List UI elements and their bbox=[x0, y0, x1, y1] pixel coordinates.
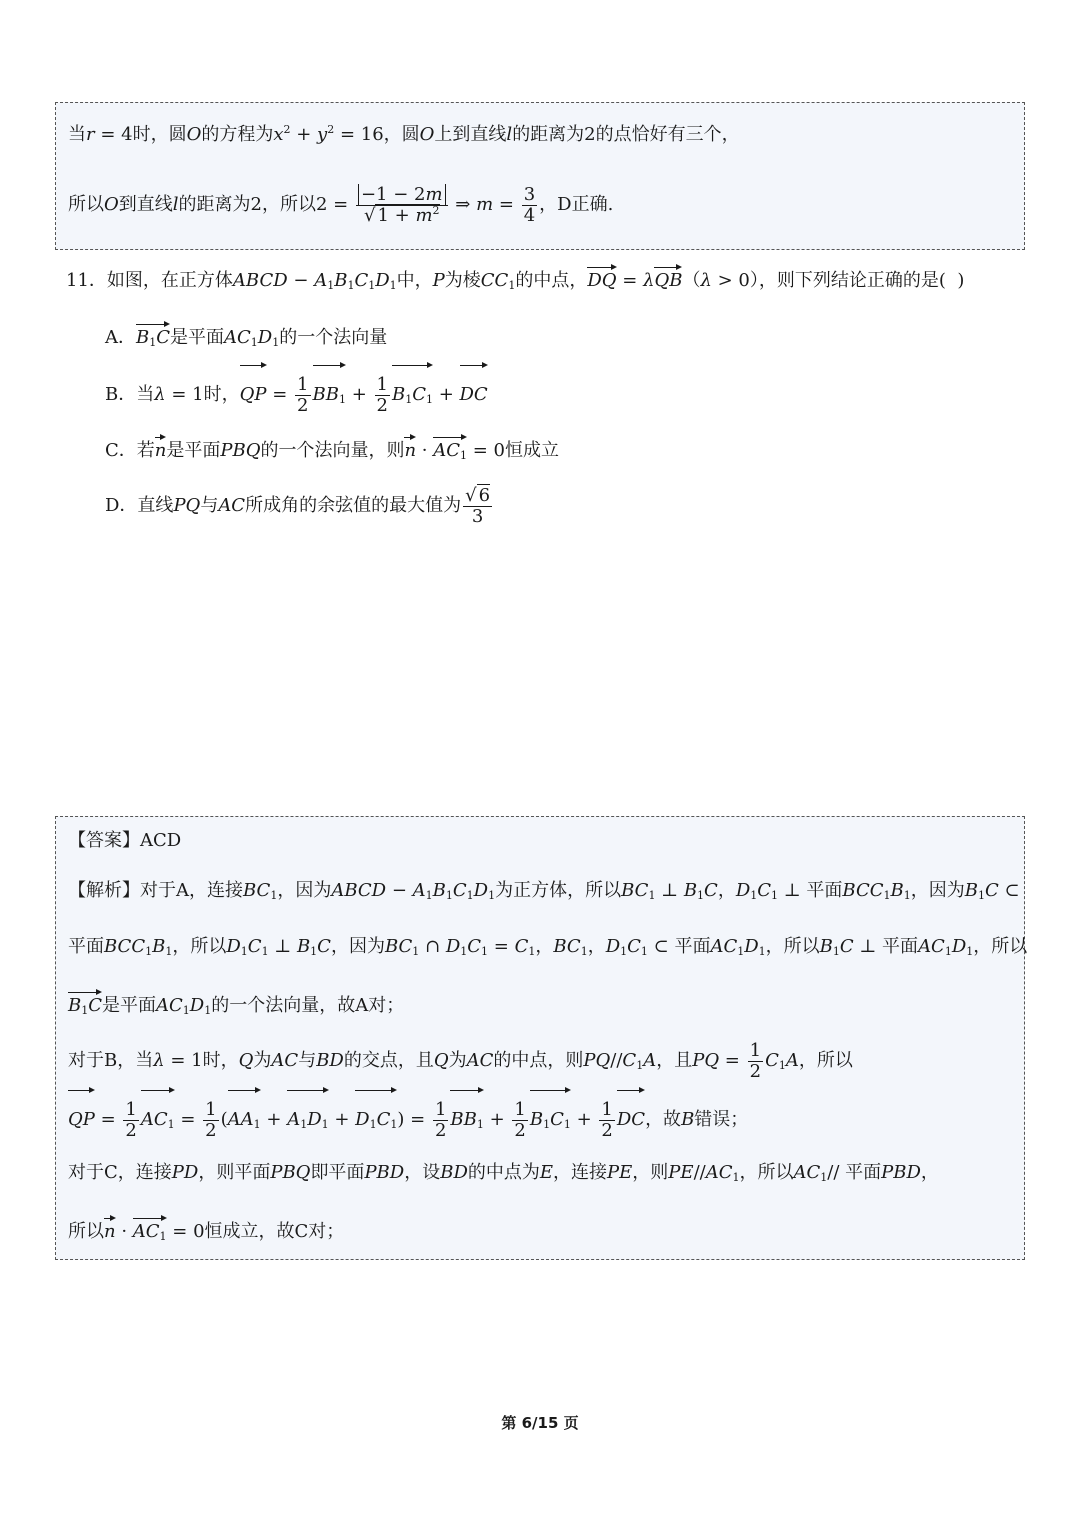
option-c: C．若n是平面PBQ的一个法向量，则$n \cdot AC_1 = 0$恒成立 bbox=[105, 436, 559, 463]
analysis-line-2: 平面$BCC_1B_1$，所以$D_1C_1$ ⊥ $B_1C$，因为$BC_1$ ∩ $D_1C_1 = C_1$，$BC_1$，$D_1C_1$ ⊂ 平面$AC_1D_1$，所以$B_1C$ ⊥ 平面$AC_1D_1$，所以 bbox=[68, 936, 1028, 958]
option-a: A．$B_1C$是平面$AC_1D_1$的一个法向量 bbox=[105, 323, 387, 350]
top-box-line-2: 所以O到直线l的距离为2，所以2 = $\frac{-1 - 2m}{√ 1 + m^2}$ ⇒ m = $\frac{3}{4}$ ，D正确. bbox=[68, 183, 614, 226]
top-box-line-1: 当r = 4时，圆O的方程为$x^2 + y^2 = 16$，圆O上到直线l的距离为2的点恰好有三个， bbox=[68, 123, 740, 145]
analysis-line-7: 所以$n \cdot AC_1 = 0$恒成立，故C对； bbox=[68, 1217, 344, 1244]
analysis-line-1: 【解析】对于A，连接$BC_1$，因为ABCD − $A_1B_1C_1D_1$为正方体，所以$BC_1$ ⊥ $B_1C$，$D_1C_1$ ⊥ 平面$BCC_1B_1$，因为$B_1C$ ⊂ bbox=[68, 880, 1020, 902]
analysis-line-5: QP = $\frac{1}{2}$ $AC_1$ = $\frac{1}{2}$ $(AA_1 + A_1D_1 + D_1C_1)$ = $\frac{1}{2}$ $BB_1$ + $\frac{1}{2}$ $B_1C_1$ + $\frac{1}{2}$ DC，故B错误； bbox=[68, 1089, 748, 1148]
analysis-line-3: $B_1C$是平面$AC_1D_1$的一个法向量，故A对； bbox=[68, 991, 404, 1018]
solution-box-top bbox=[55, 102, 1025, 250]
option-b: B．当λ = 1时，QP = $\frac{1}{2}$ $BB_1$ + $\frac{1}{2}$ $B_1C_1$ + DC bbox=[105, 364, 488, 423]
option-d: D．直线PQ与AC所成角的余弦值的最大值为 $\frac{√ 6}{3}$ bbox=[105, 484, 491, 527]
analysis-line-4: 对于B，当λ = 1时，Q为AC与BD的交点，且Q为AC的中点，则$PQ//C_1A$，且PQ = $\frac{1}{2}$ $C_1A$，所以 bbox=[68, 1039, 853, 1082]
answer-box bbox=[55, 816, 1028, 1260]
question-stem: 11．如图，在正方体ABCD − $A_1B_1C_1D_1$中，P为棱$CC_1$的中点，DQ = λQB（λ > 0），则下列结论正确的是( ) bbox=[66, 266, 964, 293]
answer-line: 【答案】ACD bbox=[68, 830, 182, 851]
analysis-line-6: 对于C，连接PD，则平面PBQ即平面PBD，设BD的中点为E，连接PE，则$PE//AC_1$，所以$AC_1//$ 平面PBD， bbox=[68, 1162, 939, 1184]
page-footer: 第 6/15 页 bbox=[501, 1414, 579, 1432]
